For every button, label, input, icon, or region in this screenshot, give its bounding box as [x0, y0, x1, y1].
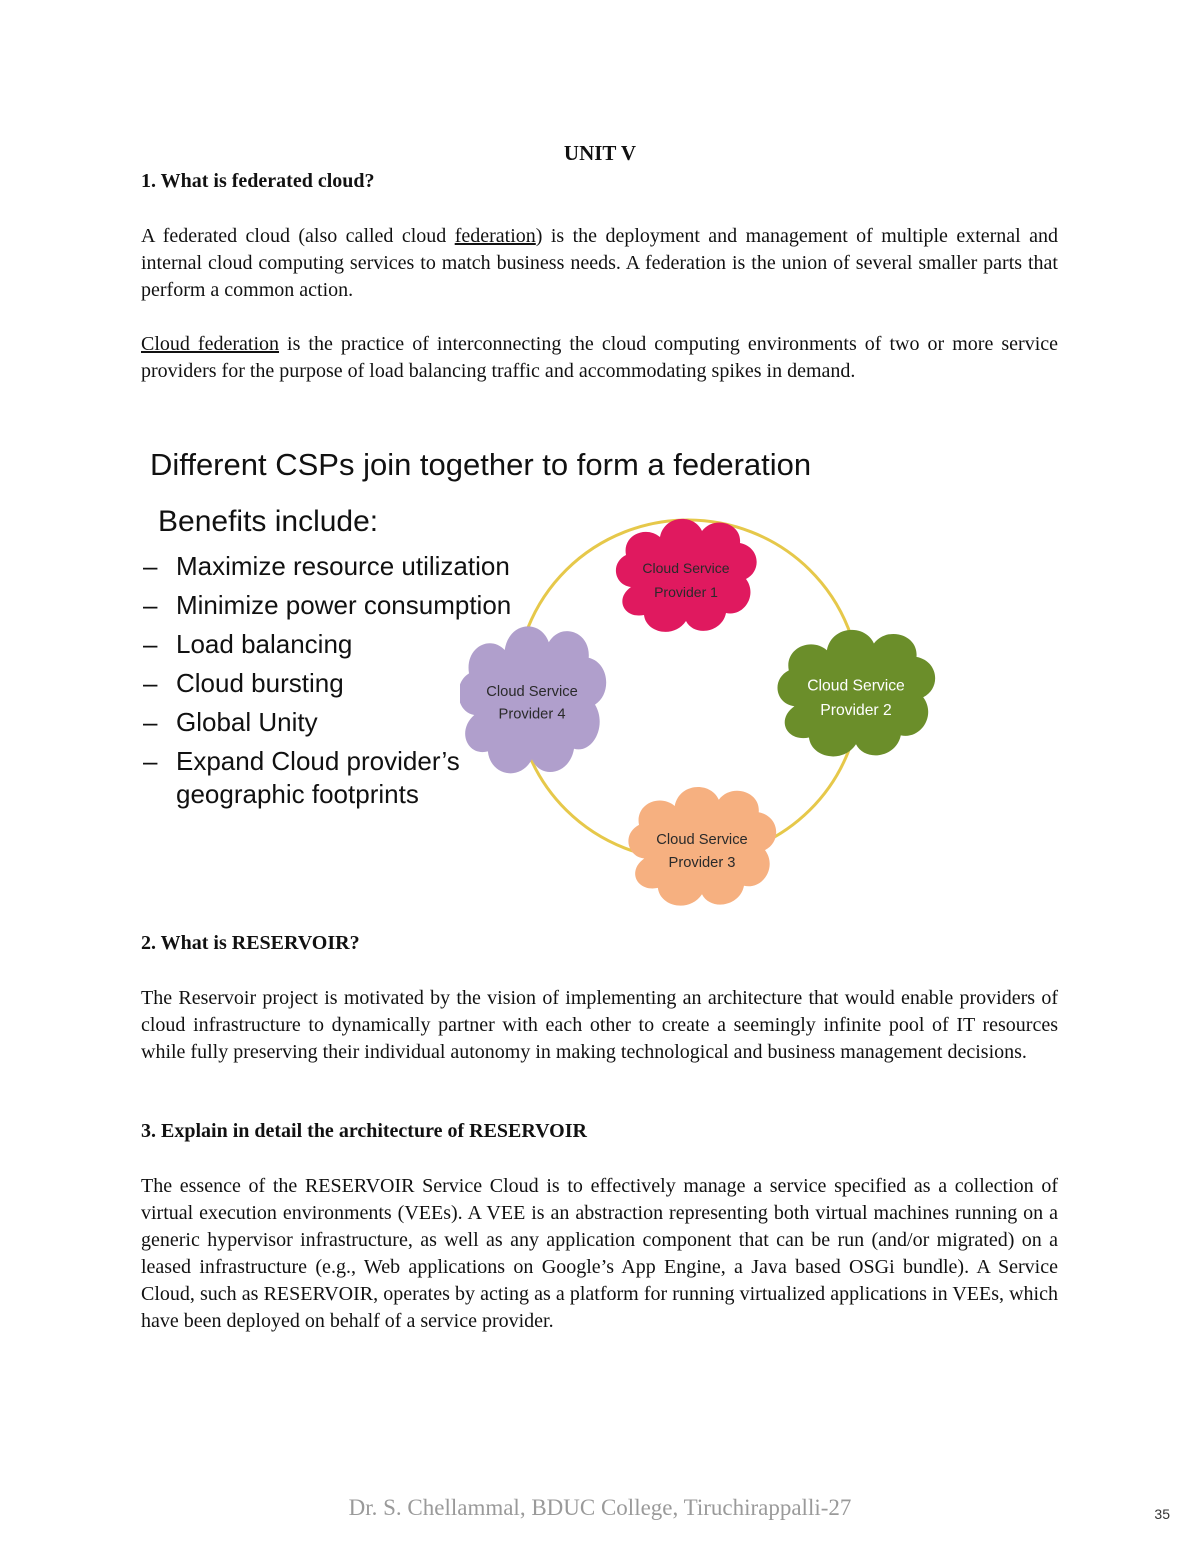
- benefits-list: [143, 550, 511, 817]
- unit-title: UNIT V: [563, 141, 637, 165]
- cloud-provider-1-label-line1: Cloud Service: [642, 560, 730, 576]
- definition-text-start: A federated cloud (also called cloud: [141, 225, 455, 247]
- cloud-provider-3-label-line1: Cloud Service: [656, 831, 748, 848]
- cloud-provider-1: [616, 519, 757, 632]
- cloud-provider-4: [460, 626, 606, 773]
- cloud-provider-3-label-line2: Provider 3: [668, 854, 736, 871]
- benefit-item: – Expand Cloud provider’s geographic footprints: [143, 745, 506, 811]
- benefits-title: Benefits include:: [158, 505, 379, 538]
- cloud-federation-link[interactable]: Cloud federation: [141, 333, 280, 355]
- cloud-provider-4-label-line1: Cloud Service: [486, 683, 578, 700]
- benefit-item: – Maximize resource utilization: [143, 550, 511, 583]
- cloud-provider-4-shape: [460, 626, 606, 773]
- benefit-item: – Minimize power consumption: [143, 589, 511, 622]
- page-footer: Dr. S. Chellammal, BDUC College, Tiruchirappalli-27: [348, 1495, 852, 1520]
- definition-text-end: ) is the deployment and management of multiple external and internal cloud computing services to match business needs. A federation is the union of several smaller parts that perform a common action.: [141, 225, 1059, 301]
- federation-diagram: [460, 500, 960, 920]
- cloud-provider-4-label-line2: Provider 4: [498, 706, 566, 723]
- cloud-provider-2: [777, 630, 935, 757]
- federation-link[interactable]: federation: [454, 225, 536, 247]
- federated-cloud-definition: [141, 223, 1058, 304]
- question-2-heading: 2. What is RESERVOIR?: [141, 932, 360, 954]
- figure-title: Different CSPs join together to form a federation: [150, 447, 812, 482]
- reservoir-architecture-paragraph: The essence of the RESERVOIR Service Cloud is to effectively manage a service specified as a collection of virtual execution environments (VEEs). A VEE is an abstraction representing both virtual machines running on a generic hypervisor infrastructure, as well as any application component that can be run (and/or migrated) on a leased infrastructure (e.g., Web applications on Google’s App Engine, a Java based OSGi bundle). A Service Cloud, such as RESERVOIR, operates by acting as a platform for running virtualized applications in VEEs, which have been deployed on behalf of a service provider.: [141, 1175, 1058, 1332]
- cloud-provider-3: [628, 787, 776, 906]
- benefit-item: – Load balancing: [143, 628, 511, 661]
- benefit-item: – Global Unity: [143, 706, 511, 739]
- cloud-provider-2-label-line1: Cloud Service: [807, 677, 905, 695]
- benefit-item: – Cloud bursting: [143, 667, 511, 700]
- cloud-provider-2-label-line2: Provider 2: [820, 702, 892, 720]
- reservoir-paragraph: The Reservoir project is motivated by the vision of implementing an architecture that would enable providers of cloud infrastructure to dynamically partner with each other to create a seemingly infinite pool of IT resources while fully preserving their individual autonomy in making technological and business management decisions.: [141, 987, 1058, 1063]
- page-number: 35: [1154, 1506, 1170, 1522]
- cloud-provider-1-label-line2: Provider 1: [654, 584, 718, 600]
- question-1-heading: 1. What is federated cloud?: [141, 170, 375, 192]
- question-3-heading: 3. Explain in detail the architecture of RESERVOIR: [141, 1120, 587, 1142]
- cloud-federation-paragraph: [141, 331, 1058, 385]
- cloud-federation-text: is the practice of interconnecting the cloud computing environments of two or more service providers for the purpose of load balancing traffic and accommodating spikes in demand.: [141, 333, 1059, 382]
